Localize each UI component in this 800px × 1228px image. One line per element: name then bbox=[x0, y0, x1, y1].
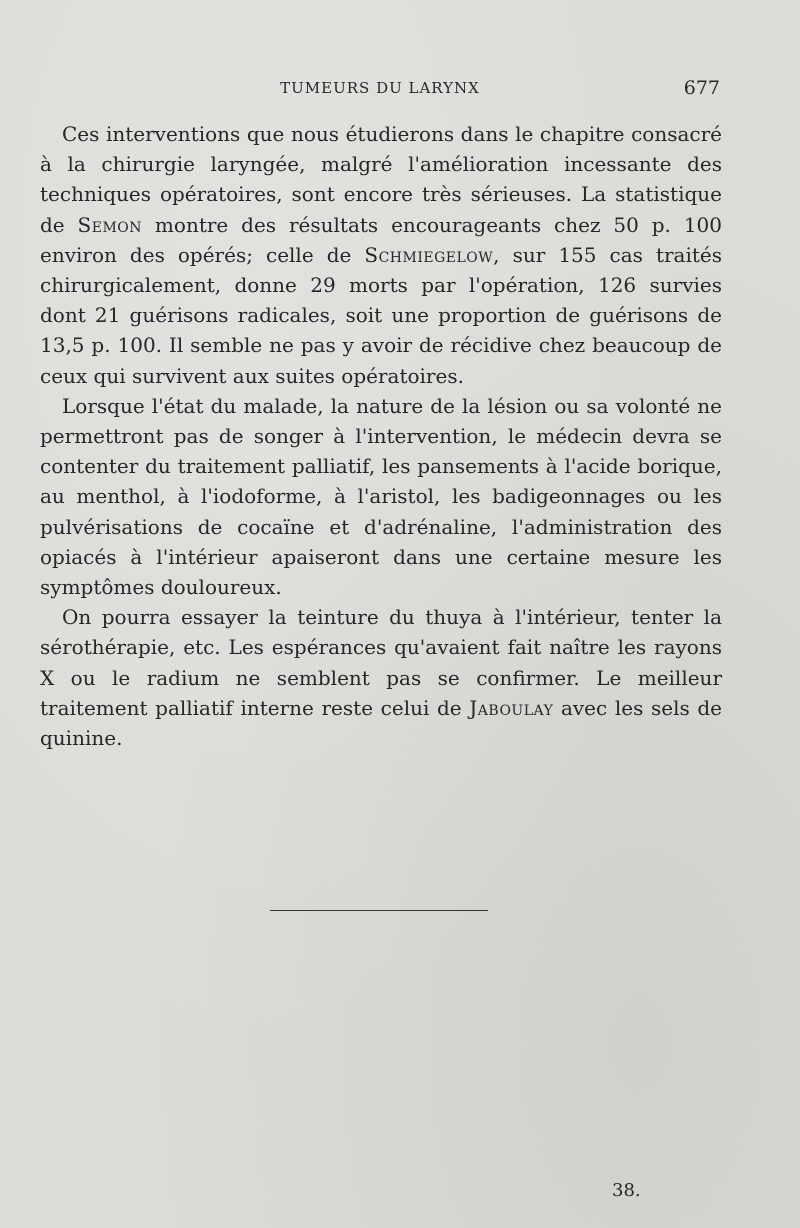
author-name-semon: Semon bbox=[77, 212, 143, 237]
text-run: montre des résultats encourageants chez 50 p. 100 environ des opérés; celle de bbox=[40, 212, 722, 267]
signature-mark: 38. bbox=[612, 1180, 641, 1201]
paragraph-other-treatments bbox=[40, 602, 722, 753]
running-head bbox=[40, 77, 720, 99]
paragraph-palliative-treatment: Lorsque l'état du malade, la nature de la lésion ou sa volonté ne permettront pas de songer à l'intervention, le médecin devra se contenter du traitement palliatif, les pansements à l'acide borique, au menthol, à l'iodoforme, à l'aristol, les badigeonnages ou les pulvérisations de cocaïne et d'adrénaline, l'administration des opiacés à l'intérieur apaiseront dans une certaine mesure les symptômes douloureux. bbox=[40, 393, 722, 600]
text-run: Ces interventions que nous étudierons dans le chapitre consacré à la chirurgie laryngée, malgré l'amélioration incessante des techniques opératoires, sont encore très sérieuses. La statistique de bbox=[40, 122, 722, 237]
body-text bbox=[40, 119, 722, 753]
page-number: 677 bbox=[683, 77, 720, 99]
text-run: On pourra essayer la teinture du thuya à l'intérieur, tenter la sérothérapie, etc. Les espérances qu'avaient fait naître les rayons X ou le radium ne semblent pas se confirmer. Le meilleur traitement palliatif interne reste celui de bbox=[40, 605, 722, 720]
text-run: avec les sels de quinine. bbox=[40, 695, 722, 751]
paragraph-surgery-statistics bbox=[40, 119, 722, 391]
running-title: TUMEURS DU LARYNX bbox=[280, 79, 480, 97]
text-run: , sur 155 cas traités chirurgicalement, donne 29 morts par l'opération, 126 survies dont 21 guérisons radicales, soit une proportion de guérisons de 13,5 p. 100. Il semble ne pas y avoir de récidive chez beaucoup de ceux qui survivent aux suites opératoires. bbox=[40, 242, 723, 388]
author-name-jaboulay: Jaboulay bbox=[469, 695, 554, 720]
end-rule bbox=[270, 910, 488, 911]
author-name-schmiegelow: Schmiegelow bbox=[364, 242, 494, 267]
